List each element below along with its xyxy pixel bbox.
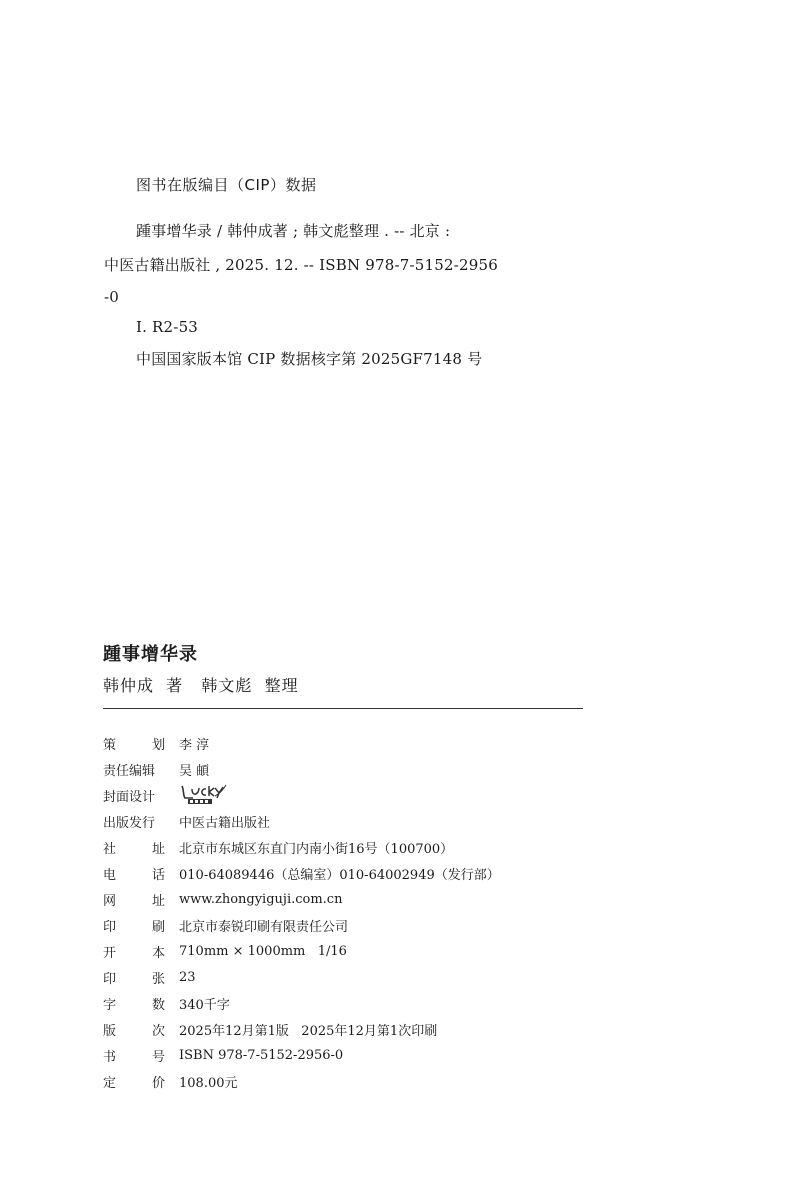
info-value: 李 淳 (179, 737, 210, 753)
info-label (103, 1046, 165, 1065)
cip-approval-number: 中国国家版本馆 CIP 数据核字第 2025GF7148 号 (136, 350, 483, 368)
info-row-address (103, 834, 500, 860)
cip-record-line-3: -0 (104, 288, 120, 306)
info-label (103, 916, 165, 935)
info-label (103, 942, 165, 961)
info-label-char: 定 (103, 1075, 117, 1091)
info-value: 中医古籍出版社 (179, 815, 271, 831)
cip-heading: 图书在版编目（CIP）数据 (136, 176, 317, 194)
info-value: 2025年12月第1版 2025年12月第1次印刷 (179, 1023, 438, 1039)
info-label-char: 社 (103, 841, 117, 857)
info-label-text: 责任编辑 (103, 763, 156, 779)
info-label-char: 数 (151, 997, 165, 1013)
info-label-char: 印 (103, 919, 117, 935)
info-label-char: 本 (151, 945, 165, 961)
website-link: www.zhongyiguji.com.cn (179, 891, 343, 907)
info-value: 710mm × 1000mm 1/16 (179, 943, 347, 959)
info-value: 北京市泰锐印刷有限责任公司 (179, 919, 349, 935)
info-label (103, 760, 165, 779)
info-label (103, 994, 165, 1013)
info-row-publisher (103, 808, 500, 834)
info-row-price (103, 1068, 500, 1094)
info-label (103, 890, 165, 909)
info-label (103, 1020, 165, 1039)
info-label (103, 786, 165, 805)
info-label-char: 电 (103, 867, 117, 883)
info-label (103, 968, 165, 987)
cip-classification: Ⅰ. R2-53 (136, 318, 199, 336)
info-value: 108.00元 (179, 1075, 238, 1091)
designer-logo (179, 784, 229, 806)
info-value: 340千字 (179, 997, 230, 1013)
info-row-phone (103, 860, 500, 886)
info-label (103, 734, 165, 753)
info-label-char: 字 (103, 997, 117, 1013)
cip-record-line-2: 中医古籍出版社 , 2025. 12. -- ISBN 978-7-5152-2956 (104, 256, 498, 274)
info-row-format (103, 938, 500, 964)
divider (103, 708, 583, 709)
info-row-word-count (103, 990, 500, 1016)
info-label-char: 策 (103, 737, 117, 753)
info-label-char: 网 (103, 893, 117, 909)
info-label-char: 开 (103, 945, 117, 961)
publication-info-table (103, 730, 500, 1094)
info-row-cover-design (103, 782, 500, 808)
info-value: 23 (179, 969, 196, 985)
info-label (103, 838, 165, 857)
info-label-char: 址 (151, 893, 165, 909)
info-row-isbn (103, 1042, 500, 1068)
info-row-sheets (103, 964, 500, 990)
book-authors: 韩仲成 著 韩文彪 整理 (103, 676, 299, 695)
info-row-planner (103, 730, 500, 756)
book-title: 踵事增华录 (103, 644, 198, 665)
info-value: 吴 頔 (179, 763, 210, 779)
info-label-char: 刷 (151, 919, 165, 935)
info-value: 北京市东城区东直门内南小街16号（100700） (179, 841, 454, 857)
info-label (103, 1072, 165, 1091)
info-row-website (103, 886, 500, 912)
cip-record-line-1: 踵事增华录 / 韩仲成著 ; 韩文彪整理 . -- 北京 : (136, 222, 451, 240)
info-label-char: 版 (103, 1023, 117, 1039)
info-value: 010-64089446（总编室）010-64002949（发行部） (179, 867, 500, 883)
info-label-text: 出版发行 (103, 815, 156, 831)
info-label-char: 址 (151, 841, 165, 857)
info-value: ISBN 978-7-5152-2956-0 (179, 1047, 344, 1063)
info-label-char: 话 (151, 867, 165, 883)
info-label-char: 划 (151, 737, 165, 753)
info-label (103, 812, 165, 831)
info-row-edition (103, 1016, 500, 1042)
info-label-char: 次 (151, 1023, 165, 1039)
info-label-text: 封面设计 (103, 789, 156, 805)
info-label-char: 书 (103, 1049, 117, 1065)
info-label-char: 张 (151, 971, 165, 987)
info-label (103, 864, 165, 883)
lucky-logo-icon (179, 784, 229, 806)
info-label-char: 价 (151, 1075, 165, 1091)
info-label-char: 号 (151, 1049, 165, 1065)
info-label-char: 印 (103, 971, 117, 987)
info-row-editor (103, 756, 500, 782)
info-row-printer (103, 912, 500, 938)
